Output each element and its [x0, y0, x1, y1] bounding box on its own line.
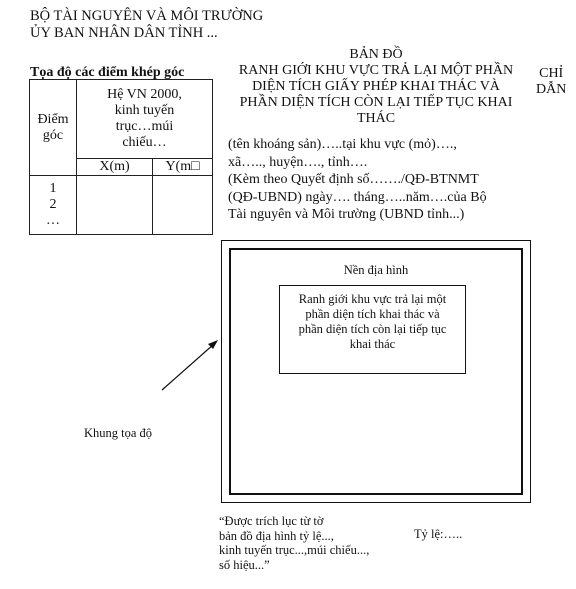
- point-number: 1: [49, 181, 57, 196]
- boundary-line: khai thác: [349, 337, 396, 351]
- header-system-line: kinh tuyến: [114, 103, 175, 118]
- extract-line: “Được trích lục từ tờ: [219, 514, 324, 528]
- cell-y: [153, 176, 213, 235]
- title-line: PHẦN DIỆN TÍCH CÒN LẠI TIẾP TỤC KHAI: [239, 95, 513, 110]
- boundary-line: phần diện tích khai thác và: [305, 307, 440, 321]
- boundary-box: [279, 285, 466, 374]
- extract-note: [219, 514, 369, 572]
- detail-line: (tên khoáng sản)…..tại khu vực (mỏ)….,: [228, 137, 457, 152]
- header-system-line: Hệ VN 2000,: [107, 87, 182, 102]
- frame-label: Khung tọa độ: [84, 426, 153, 440]
- boundary-line: Ranh giới khu vực trả lại một: [298, 292, 447, 306]
- row-points: [30, 176, 77, 235]
- legend-heading-line: CHỈ: [539, 66, 564, 81]
- extract-line: bản đồ địa hình tỷ lệ...,: [219, 528, 334, 543]
- header-x: X(m): [77, 159, 153, 176]
- header-system: [77, 80, 213, 159]
- ministry-name: BỘ TÀI NGUYÊN VÀ MÔI TRƯỜNG: [30, 8, 264, 24]
- point-number: …: [46, 213, 60, 228]
- title-line: THÁC: [356, 111, 396, 126]
- boundary-line: phần diện tích còn lại tiếp tục: [298, 322, 447, 336]
- header-system-line: chiếu…: [122, 135, 167, 150]
- header-system-line: trục…múi: [115, 119, 174, 134]
- map-details: [228, 136, 487, 224]
- title-line: RANH GIỚI KHU VỰC TRẢ LẠI MỘT PHẦN: [238, 63, 514, 78]
- frame-arrow-icon: [150, 330, 230, 400]
- detail-line: xã….., huyện…., tỉnh….: [228, 154, 368, 170]
- extract-line: kinh tuyến trục...,múi chiếu...,: [219, 543, 370, 557]
- scale-label: Tỷ lệ:…..: [414, 527, 463, 541]
- title-line: DIỆN TÍCH GIẤY PHÉP KHAI THÁC VÀ: [252, 79, 500, 94]
- legend-heading: [536, 66, 566, 98]
- extract-line: số hiệu...”: [219, 557, 270, 572]
- detail-line: Tài nguyên và Môi trường (UBND tỉnh...): [228, 207, 465, 222]
- coords-caption: Tọa độ các điểm khép góc: [30, 65, 185, 80]
- terrain-label: Nền địa hình: [343, 263, 409, 277]
- detail-line: (Kèm theo Quyết định số……./QĐ-BTNMT: [228, 172, 479, 187]
- point-number: 2: [49, 197, 57, 212]
- legend-heading-line: DẪN: [536, 82, 567, 97]
- header-point: [30, 80, 77, 176]
- header-point-line: Điểm: [37, 111, 69, 127]
- header-point-line: góc: [42, 127, 64, 143]
- committee-name: ỦY BAN NHÂN DÂN TỈNH ...: [30, 25, 218, 41]
- cell-x: [77, 176, 153, 235]
- header-y: Y(m□: [153, 159, 213, 176]
- map-title: [222, 47, 530, 127]
- detail-line: (QĐ-UBND) ngày…. tháng…..năm….của Bộ: [228, 189, 487, 205]
- title-line: BẢN ĐỒ: [349, 47, 403, 62]
- coords-table: [29, 79, 213, 235]
